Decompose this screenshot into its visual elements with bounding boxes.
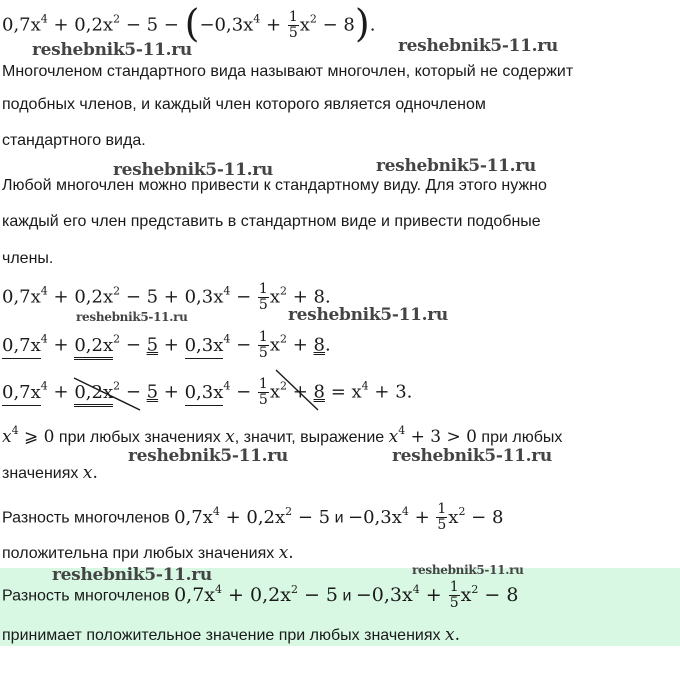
difference-line: положительна при любых значениях x. (2, 543, 294, 563)
fraction: $\frac{1}{5}$ (437, 501, 447, 533)
paragraph-line: члены. (2, 250, 54, 267)
paragraph-line: каждый его член представить в стандартном виде и привести подобные (2, 213, 541, 230)
watermark: reshebnik5-11.ru (76, 310, 188, 324)
fraction: $\frac{1}{5}$ (258, 281, 268, 313)
watermark: reshebnik5-11.ru (32, 40, 192, 60)
conclusion-line: $x^4$ ⩾ 0 при любых значениях x, значит, выражение $x^4 + 3 > 0$ при любых (2, 424, 563, 447)
paragraph-line: Любой многочлен можно привести к стандартному виду. Для этого нужно (2, 177, 547, 194)
watermark: reshebnik5-11.ru (398, 36, 558, 56)
paragraph-line: подобных членов, и каждый член которого является одночленом (2, 96, 486, 113)
fraction: $\frac{1}{5}$ (288, 9, 298, 41)
answer-line: Разность многочленов $0,7x^4 + 0,2x^2 - 5$ $и -0,3x^4$ + $\frac{1}{5}$ $x^2 - 8$ (2, 579, 519, 611)
watermark: reshebnik5-11.ru (288, 305, 448, 325)
simplified-expression: $0,7x^4 + 0,2x^2 - 5 + 0,3x^4$ − $\frac{1}{5}$ $x^2 + 8 = x^4 + 3$. (2, 376, 413, 408)
watermark: reshebnik5-11.ru (392, 446, 552, 466)
cancel-stroke (70, 370, 150, 415)
cancel-stroke (270, 366, 330, 416)
initial-expression: $0,7x^4 + 0,2x^2 - 5 - (-0,3x^4$ + $\frac{1}{5}$ $x^2 - 8$). (2, 1, 376, 46)
watermark: reshebnik5-11.ru (376, 156, 536, 176)
conclusion-line: значениях x. (2, 463, 98, 483)
watermark: reshebnik5-11.ru (128, 446, 288, 466)
paragraph-line: Многочленом стандартного вида называют многочлен, который не содержит (2, 63, 574, 80)
watermark: reshebnik5-11.ru (52, 565, 212, 585)
expanded-expression: $0,7x^4 + 0,2x^2 - 5 + 0,3x^4$ − $\frac{1}{5}$ $x^2 + 8$. (2, 281, 331, 313)
watermark: reshebnik5-11.ru (412, 563, 524, 577)
difference-line: Разность многочленов $0,7x^4 + 0,2x^2 - 5$ $и -0,3x^4$ + $\frac{1}{5}$ $x^2 - 8$ (2, 501, 504, 533)
fraction: $\frac{1}{5}$ (258, 376, 268, 408)
marked-terms-expression: $0,7x^4 + 0,2x^2 - 5 + 0,3x^4$ − $\frac{1}{5}$ $x^2 + 8$. (2, 329, 331, 361)
answer-line: принимает положительное значение при любых значениях x. (2, 625, 460, 645)
fraction: $\frac{1}{5}$ (258, 329, 268, 361)
watermark: reshebnik5-11.ru (113, 160, 273, 180)
paragraph-line: стандартного вида. (2, 132, 146, 149)
fraction: $\frac{1}{5}$ (449, 579, 459, 611)
